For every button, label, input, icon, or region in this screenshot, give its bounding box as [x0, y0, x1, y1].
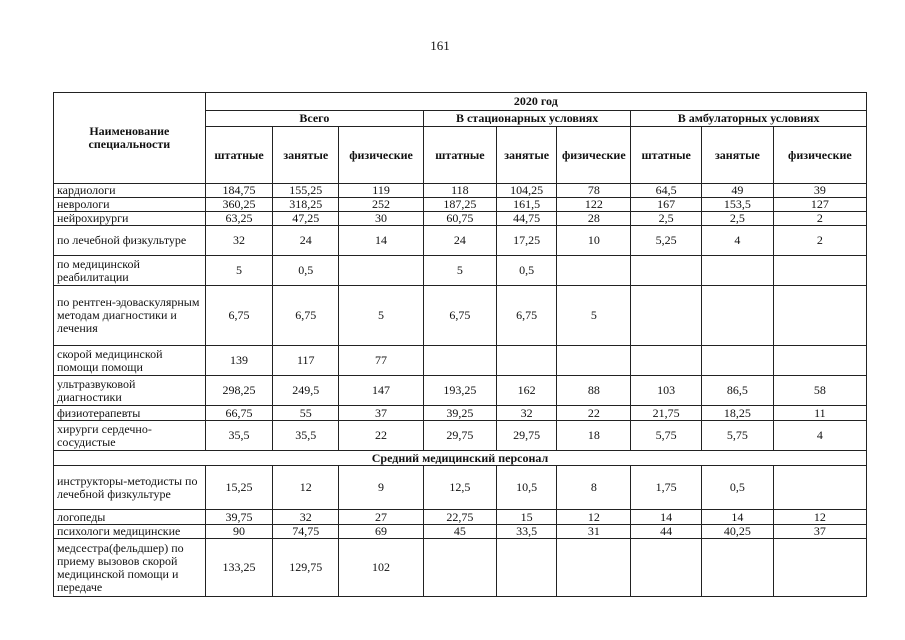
- cell-value: 39,25: [424, 406, 497, 421]
- cell-value: 0,5: [496, 256, 557, 286]
- table-row: [54, 256, 867, 286]
- table-row: [54, 212, 867, 226]
- table-row: [54, 421, 867, 451]
- cell-value: 6,75: [273, 286, 339, 346]
- subheader-2: физические: [339, 127, 424, 184]
- cell-value: 5: [424, 256, 497, 286]
- cell-value: 40,25: [702, 525, 774, 539]
- cell-value: 55: [273, 406, 339, 421]
- specialty-name: скорой медицинской помощи помощи: [54, 346, 206, 376]
- cell-value: 2: [773, 212, 866, 226]
- cell-value: [631, 539, 702, 597]
- cell-value: [702, 539, 774, 597]
- cell-value: 39,75: [205, 510, 273, 525]
- cell-value: [702, 346, 774, 376]
- cell-value: 22: [339, 421, 424, 451]
- cell-value: 118: [424, 184, 497, 198]
- cell-value: [702, 256, 774, 286]
- cell-value: [773, 256, 866, 286]
- cell-value: [557, 256, 631, 286]
- cell-value: 37: [339, 406, 424, 421]
- cell-value: 5: [557, 286, 631, 346]
- cell-value: [773, 286, 866, 346]
- cell-value: 27: [339, 510, 424, 525]
- table-row: [54, 510, 867, 525]
- subheader-7: занятые: [702, 127, 774, 184]
- cell-value: 35,5: [205, 421, 273, 451]
- column-header-specialty: Наименование специальности: [54, 93, 206, 184]
- cell-value: 318,25: [273, 198, 339, 212]
- cell-value: 1,75: [631, 466, 702, 510]
- cell-value: 5: [205, 256, 273, 286]
- cell-value: 14: [339, 226, 424, 256]
- group-header-outpatient: В амбулаторных условиях: [631, 111, 867, 127]
- cell-value: 35,5: [273, 421, 339, 451]
- specialty-name: ультразвуковой диагностики: [54, 376, 206, 406]
- cell-value: 63,25: [205, 212, 273, 226]
- cell-value: 5,25: [631, 226, 702, 256]
- cell-value: 360,25: [205, 198, 273, 212]
- cell-value: [631, 286, 702, 346]
- cell-value: 5,75: [702, 421, 774, 451]
- cell-value: 12: [273, 466, 339, 510]
- cell-value: 18,25: [702, 406, 774, 421]
- cell-value: 12: [773, 510, 866, 525]
- group-header-total: Всего: [205, 111, 423, 127]
- cell-value: 5,75: [631, 421, 702, 451]
- cell-value: [773, 346, 866, 376]
- specialty-name: кардиологи: [54, 184, 206, 198]
- table-row: [54, 376, 867, 406]
- section-title: Средний медицинский персонал: [54, 451, 867, 466]
- group-header-inpatient: В стационарных условиях: [424, 111, 631, 127]
- cell-value: 104,25: [496, 184, 557, 198]
- cell-value: 122: [557, 198, 631, 212]
- cell-value: 29,75: [496, 421, 557, 451]
- cell-value: 6,75: [205, 286, 273, 346]
- cell-value: 28: [557, 212, 631, 226]
- cell-value: 0,5: [273, 256, 339, 286]
- cell-value: 9: [339, 466, 424, 510]
- column-header-year: 2020 год: [205, 93, 866, 111]
- cell-value: 4: [702, 226, 774, 256]
- cell-value: 24: [273, 226, 339, 256]
- specialty-name: по медицинской реабилитации: [54, 256, 206, 286]
- cell-value: 78: [557, 184, 631, 198]
- cell-value: 47,25: [273, 212, 339, 226]
- subheader-3: штатные: [424, 127, 497, 184]
- cell-value: 252: [339, 198, 424, 212]
- subheader-5: физические: [557, 127, 631, 184]
- cell-value: 74,75: [273, 525, 339, 539]
- cell-value: 60,75: [424, 212, 497, 226]
- cell-value: 33,5: [496, 525, 557, 539]
- cell-value: 153,5: [702, 198, 774, 212]
- cell-value: 14: [631, 510, 702, 525]
- cell-value: 44,75: [496, 212, 557, 226]
- subheader-0: штатные: [205, 127, 273, 184]
- specialty-name: логопеды: [54, 510, 206, 525]
- cell-value: 44: [631, 525, 702, 539]
- cell-value: 39: [773, 184, 866, 198]
- cell-value: 161,5: [496, 198, 557, 212]
- cell-value: 2: [773, 226, 866, 256]
- cell-value: 69: [339, 525, 424, 539]
- cell-value: 103: [631, 376, 702, 406]
- cell-value: 49: [702, 184, 774, 198]
- table-row: [54, 539, 867, 597]
- specialty-name: инструкторы-методисты по лечебной физкультуре: [54, 466, 206, 510]
- cell-value: [631, 256, 702, 286]
- cell-value: 187,25: [424, 198, 497, 212]
- cell-value: [496, 539, 557, 597]
- cell-value: 133,25: [205, 539, 273, 597]
- cell-value: 10: [557, 226, 631, 256]
- cell-value: 18: [557, 421, 631, 451]
- specialty-name: нейрохирурги: [54, 212, 206, 226]
- cell-value: 155,25: [273, 184, 339, 198]
- cell-value: 167: [631, 198, 702, 212]
- cell-value: [773, 466, 866, 510]
- cell-value: 24: [424, 226, 497, 256]
- specialty-name: медсестра(фельдшер) по приему вызовов скорой медицинской помощи и передаче: [54, 539, 206, 597]
- specialty-name: хирурги сердечно-сосудистые: [54, 421, 206, 451]
- cell-value: 31: [557, 525, 631, 539]
- table-row: [54, 406, 867, 421]
- subheader-1: занятые: [273, 127, 339, 184]
- cell-value: 22,75: [424, 510, 497, 525]
- specialty-name: физиотерапевты: [54, 406, 206, 421]
- cell-value: 139: [205, 346, 273, 376]
- table-row: [54, 466, 867, 510]
- cell-value: 37: [773, 525, 866, 539]
- cell-value: 58: [773, 376, 866, 406]
- table-row: [54, 286, 867, 346]
- cell-value: 147: [339, 376, 424, 406]
- cell-value: 10,5: [496, 466, 557, 510]
- cell-value: 32: [205, 226, 273, 256]
- specialty-name: психологи медицинские: [54, 525, 206, 539]
- cell-value: 45: [424, 525, 497, 539]
- page-number: 161: [430, 38, 450, 53]
- cell-value: 4: [773, 421, 866, 451]
- cell-value: 2,5: [631, 212, 702, 226]
- specialty-name: по лечебной физкультуре: [54, 226, 206, 256]
- cell-value: 184,75: [205, 184, 273, 198]
- cell-value: 193,25: [424, 376, 497, 406]
- cell-value: 298,25: [205, 376, 273, 406]
- cell-value: 5: [339, 286, 424, 346]
- subheader-6: штатные: [631, 127, 702, 184]
- cell-value: 86,5: [702, 376, 774, 406]
- specialty-name: неврологи: [54, 198, 206, 212]
- cell-value: 12,5: [424, 466, 497, 510]
- table-row: [54, 184, 867, 198]
- cell-value: 11: [773, 406, 866, 421]
- cell-value: 6,75: [496, 286, 557, 346]
- cell-value: [424, 539, 497, 597]
- section-row: [54, 451, 867, 466]
- subheader-8: физические: [773, 127, 866, 184]
- cell-value: 30: [339, 212, 424, 226]
- cell-value: 0,5: [702, 466, 774, 510]
- cell-value: 15,25: [205, 466, 273, 510]
- table-row: [54, 198, 867, 212]
- cell-value: 15: [496, 510, 557, 525]
- cell-value: [702, 286, 774, 346]
- cell-value: 8: [557, 466, 631, 510]
- cell-value: [557, 346, 631, 376]
- cell-value: 21,75: [631, 406, 702, 421]
- cell-value: 32: [496, 406, 557, 421]
- cell-value: 32: [273, 510, 339, 525]
- cell-value: 77: [339, 346, 424, 376]
- cell-value: [496, 346, 557, 376]
- cell-value: 17,25: [496, 226, 557, 256]
- cell-value: 90: [205, 525, 273, 539]
- page-bottom-edge: [0, 603, 905, 640]
- cell-value: 129,75: [273, 539, 339, 597]
- cell-value: 102: [339, 539, 424, 597]
- cell-value: 12: [557, 510, 631, 525]
- cell-value: 119: [339, 184, 424, 198]
- cell-value: [557, 539, 631, 597]
- cell-value: 249,5: [273, 376, 339, 406]
- cell-value: 22: [557, 406, 631, 421]
- staffing-table: [53, 92, 867, 597]
- cell-value: [773, 539, 866, 597]
- table-row: [54, 525, 867, 539]
- cell-value: [339, 256, 424, 286]
- cell-value: 162: [496, 376, 557, 406]
- cell-value: [631, 346, 702, 376]
- table-row: [54, 346, 867, 376]
- cell-value: 2,5: [702, 212, 774, 226]
- cell-value: 127: [773, 198, 866, 212]
- cell-value: [424, 346, 497, 376]
- cell-value: 14: [702, 510, 774, 525]
- cell-value: 117: [273, 346, 339, 376]
- cell-value: 66,75: [205, 406, 273, 421]
- cell-value: 6,75: [424, 286, 497, 346]
- cell-value: 29,75: [424, 421, 497, 451]
- specialty-name: по рентген-эдоваскулярным методам диагностики и лечения: [54, 286, 206, 346]
- cell-value: 88: [557, 376, 631, 406]
- subheader-4: занятые: [496, 127, 557, 184]
- table-row: [54, 226, 867, 256]
- cell-value: 64,5: [631, 184, 702, 198]
